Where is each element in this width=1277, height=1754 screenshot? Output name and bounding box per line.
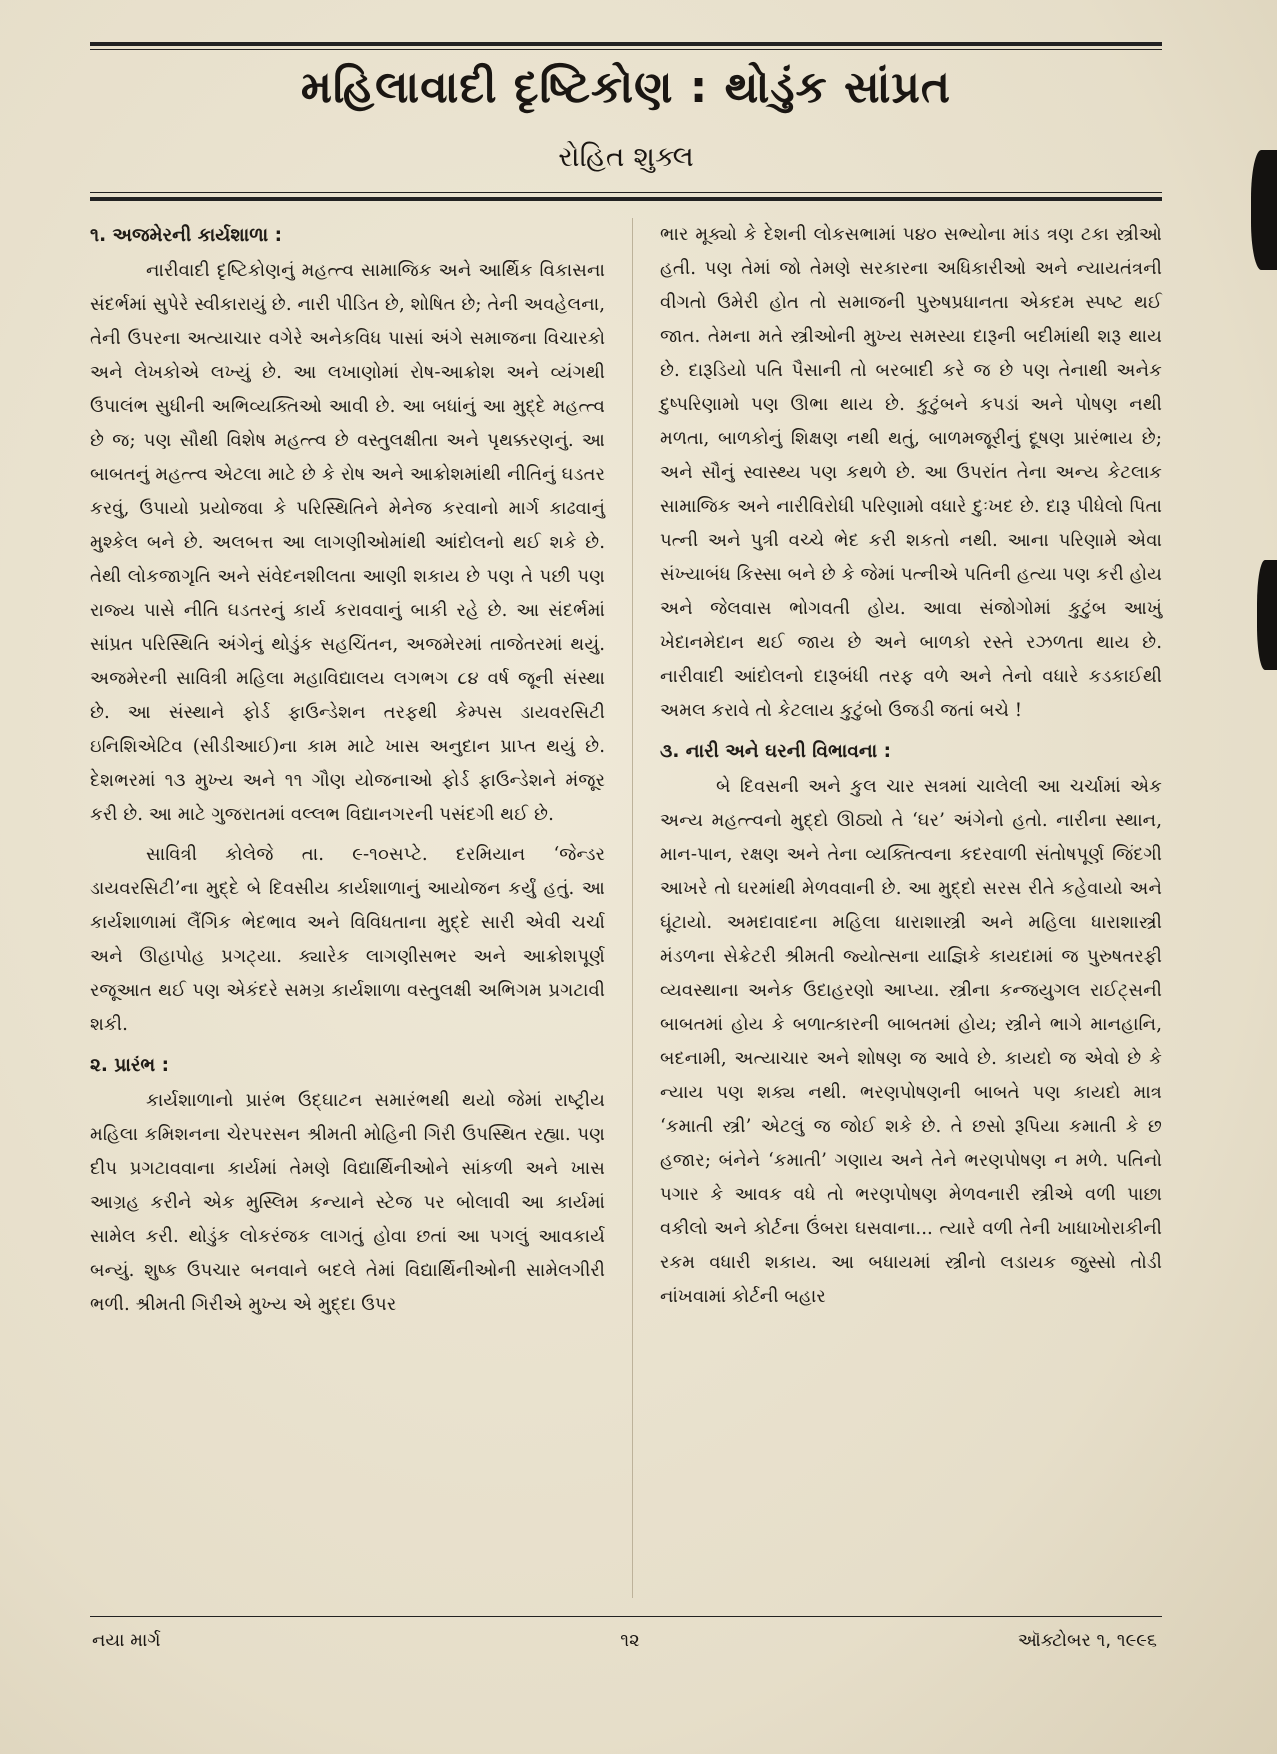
section-2-paragraph-1: કાર્યશાળાનો પ્રારંભ ઉદ્ઘાટન સમારંભથી થયો જેમાં રાષ્ટ્રીય મહિલા કમિશનના ચેરપરસન શ્રીમતી મોહિની ગિરી ઉપસ્થિત રહ્યા. પણ દીપ પ્રગટાવવાના કાર્યમાં તેમણે વિદ્યાર્થિનીઓને સાંકળી અને ખાસ આગ્રહ કરીને એક મુસ્લિમ કન્યાને સ્ટેજ પર બોલાવી આ કાર્યમાં સામેલ કરી. થોડુંક લોકરંજક લાગતું હોવા છતાં આ પગલું આવકાર્ય બન્યું. શુષ્ક ઉપચાર બનવાને બદલે તેમાં વિદ્યાર્થિનીઓની સામેલગીરી ભળી. શ્રીમતી ગિરીએ મુખ્ય એ મુદ્દા ઉપર — [90, 1090, 605, 1315]
header-rule-thick — [90, 197, 1162, 201]
left-column — [90, 218, 605, 1322]
right-paragraph-1: ભાર મૂક્યો કે દેશની લોકસભામાં ૫૪૦ સભ્યોના માંડ ત્રણ ટકા સ્ત્રીઓ હતી. પણ તેમાં જો તેમણે સરકારના અધિકારીઓ અને ન્યાયતંત્રની વીગતો ઉમેરી હોત તો સમાજની પુરુષપ્રધાનતા એકદમ સ્પષ્ટ થઈ જાત. તેમના મતે સ્ત્રીઓની મુખ્ય સમસ્યા દારૂની બદીમાંથી શરૂ થાય છે. દારૂડિયો પતિ પૈસાની તો બરબાદી કરે જ છે પણ તેનાથી અનેક દુષ્પરિણામો પણ ઊભા થાય છે. કુટુંબને કપડાં અને પોષણ નથી મળતા, બાળકોનું શિક્ષણ નથી થતું, બાળમજૂરીનું દૂષણ પ્રારંભાય છે; અને સૌનું સ્વાસ્થ્ય પણ કથળે છે. આ ઉપરાંત તેના અન્ય કેટલાક સામાજિક અને નારીવિરોધી પરિણામો વધારે દુઃખદ છે. દારૂ પીધેલો પિતા પત્ની અને પુત્રી વચ્ચે ભેદ કરી શકતો નથી. આના પરિણામે એવા સંખ્યાબંધ કિસ્સા બને છે કે જેમાં પત્નીએ પતિની હત્યા પણ કરી હોય અને જેલવાસ ભોગવતી હોય. આવા સંજોગોમાં કુટુંબ આખું ખેદાનમેદાન થઈ જાય છે અને બાળકો રસ્તે રઝળતા થાય છે. નારીવાદી આંદોલનો દારૂબંધી તરફ વળે અને તેનો વધારે કડકાઈથી અમલ કરાવે તો કેટલાય કુટુંબો ઉજડી જતાં બચે ! — [660, 224, 1162, 721]
article-title: મહિલાવાદી દૃષ્ટિકોણ : થોડુંક સાંપ્રત — [300, 62, 952, 113]
top-rule-thin — [90, 49, 1162, 50]
page-edge-damage — [1251, 150, 1277, 270]
footer-rule — [90, 1616, 1162, 1617]
top-rule-thick — [90, 42, 1162, 46]
header-rule-thin — [90, 192, 1162, 193]
page-edge-damage — [1257, 560, 1277, 670]
section-3-paragraph-1: બે દિવસની અને કુલ ચાર સત્રમાં ચાલેલી આ ચર્ચામાં એક અન્ય મહત્ત્વનો મુદ્દો ઊઠ્યો તે ‘ઘર’ અંગેનો હતો. નારીના સ્થાન, માન-પાન, રક્ષણ અને તેના વ્યક્તિત્વના કદરવાળી સંતોષપૂર્ણ જિંદગી આખરે તો ઘરમાંથી મેળવવાની છે. આ મુદ્દો સરસ રીતે કહેવાયો અને ઘૂંટાયો. અમદાવાદના મહિલા ધારાશાસ્ત્રી અને મહિલા ધારાશાસ્ત્રી મંડળના સેક્રેટરી શ્રીમતી જ્યોત્સના યાજ્ઞિકે કાયદામાં જ પુરુષતરફી વ્યવસ્થાના અનેક ઉદાહરણો આપ્યા. સ્ત્રીના કન્જયુગલ રાઈટ્સની બાબતમાં હોય કે બળાત્કારની બાબતમાં હોય; સ્ત્રીને ભાગે માનહાનિ, બદનામી, અત્યાચાર અને શોષણ જ આવે છે. કાયદો જ એવો છે કે ન્યાય પણ શક્ય નથી. ભરણપોષણની બાબતે પણ કાયદો માત્ર ‘કમાતી સ્ત્રી’ એટલું જ જોઈ શકે છે. તે છસો રૂપિયા કમાતી કે છ હજાર; બંનેને ‘કમાતી’ ગણાય અને તેને ભરણપોષણ ન મળે. પતિનો પગાર કે આવક વધે તો ભરણપોષણ મેળવનારી સ્ત્રીએ વળી પાછા વકીલો અને કોર્ટના ઉંબરા ઘસવાના... ત્યારે વળી તેની ખાધાખોરાકીની રકમ વધારી શકાય. આ બધાયમાં સ્ત્રીનો લડાયક જુસ્સો તોડી નાંખવામાં કોર્ટની બહાર — [660, 776, 1162, 1307]
footer-date: ઑક્ટોબર ૧, ૧૯૯૬ — [1017, 1630, 1157, 1651]
article-author: રોહિત શુક્લ — [558, 140, 694, 173]
footer-publication: નયા માર્ગ — [92, 1630, 161, 1651]
right-column — [660, 218, 1162, 1314]
section-1-paragraph-1: નારીવાદી દૃષ્ટિકોણનું મહત્ત્વ સામાજિક અને આર્થિક વિકાસના સંદર્ભમાં સુપેરે સ્વીકારાયું છે. નારી પીડિત છે, શોષિત છે; તેની અવહેલના, તેની ઉપરના અત્યાચાર વગેરે અનેકવિધ પાસાં અંગે સમાજના વિચારકો અને લેખકોએ લખ્યું છે. આ લખાણોમાં રોષ-આક્રોશ અને વ્યંગથી ઉપાલંભ સુધીની અભિવ્યક્તિઓ આવી છે. આ બધાંનું આ મુદ્દે મહત્ત્વ છે જ; પણ સૌથી વિશેષ મહત્ત્વ છે વસ્તુલક્ષીતા અને પૃથક્કરણનું. આ બાબતનું મહત્ત્વ એટલા માટે છે કે રોષ અને આક્રોશમાંથી નીતિનું ઘડતર કરવું, ઉપાયો પ્રયોજવા કે પરિસ્થિતિને મેનેજ કરવાનો માર્ગ કાઢવાનું મુશ્કેલ બને છે. અલબત્ત આ લાગણીઓમાંથી આંદોલનો થઈ શકે છે. તેથી લોકજાગૃતિ અને સંવેદનશીલતા આણી શકાય છે પણ તે પછી પણ રાજ્ય પાસે નીતિ ઘડતરનું કાર્ય કરાવવાનું બાકી રહે છે. આ સંદર્ભમાં સાંપ્રત પરિસ્થિતિ અંગેનું થોડુંક સહચિંતન, અજમેરમાં તાજેતરમાં થયું. અજમેરની સાવિત્રી મહિલા મહાવિદ્યાલય લગભગ ૮૪ વર્ષ જૂની સંસ્થા છે. આ સંસ્થાને ફોર્ડ ફાઉન્ડેશન તરફથી કેમ્પસ ડાયવરસિટી ઇનિશિએટિવ (સીડીઆઈ)ના કામ માટે ખાસ અનુદાન પ્રાપ્ત થયું છે. દેશભરમાં ૧૩ મુખ્ય અને ૧૧ ગૌણ યોજનાઓ ફોર્ડ ફાઉન્ડેશને મંજૂર કરી છે. આ માટે ગુજરાતમાં વલ્લભ વિદ્યાનગરની પસંદગી થઈ છે. — [90, 260, 605, 825]
section-1-heading: ૧. અજમેરની કાર્યશાળા : — [90, 225, 283, 246]
section-1-paragraph-2: સાવિત્રી કોલેજે તા. ૯-૧૦સપ્ટે. દરમિયાન ‘જેન્ડર ડાયવરસિટી’ના મુદ્દે બે દિવસીય કાર્યશાળાનું આયોજન કર્યું હતું. આ કાર્યશાળામાં લૈંગિક ભેદભાવ અને વિવિધતાના મુદ્દે સારી એવી ચર્ચા અને ઊહાપોહ પ્રગટ્યા. ક્યારેક લાગણીસભર અને આક્રોશપૂર્ણ રજૂઆત થઈ પણ એકંદરે સમગ્ર કાર્યશાળા વસ્તુલક્ષી અભિગમ પ્રગટાવી શકી. — [90, 844, 605, 1035]
section-2-heading: ૨. પ્રારંભ : — [90, 1055, 170, 1076]
footer-page-number: ૧૨ — [620, 1630, 640, 1651]
column-divider — [632, 218, 633, 1598]
section-3-heading: ૩. નારી અને ઘરની વિભાવના : — [660, 741, 892, 762]
